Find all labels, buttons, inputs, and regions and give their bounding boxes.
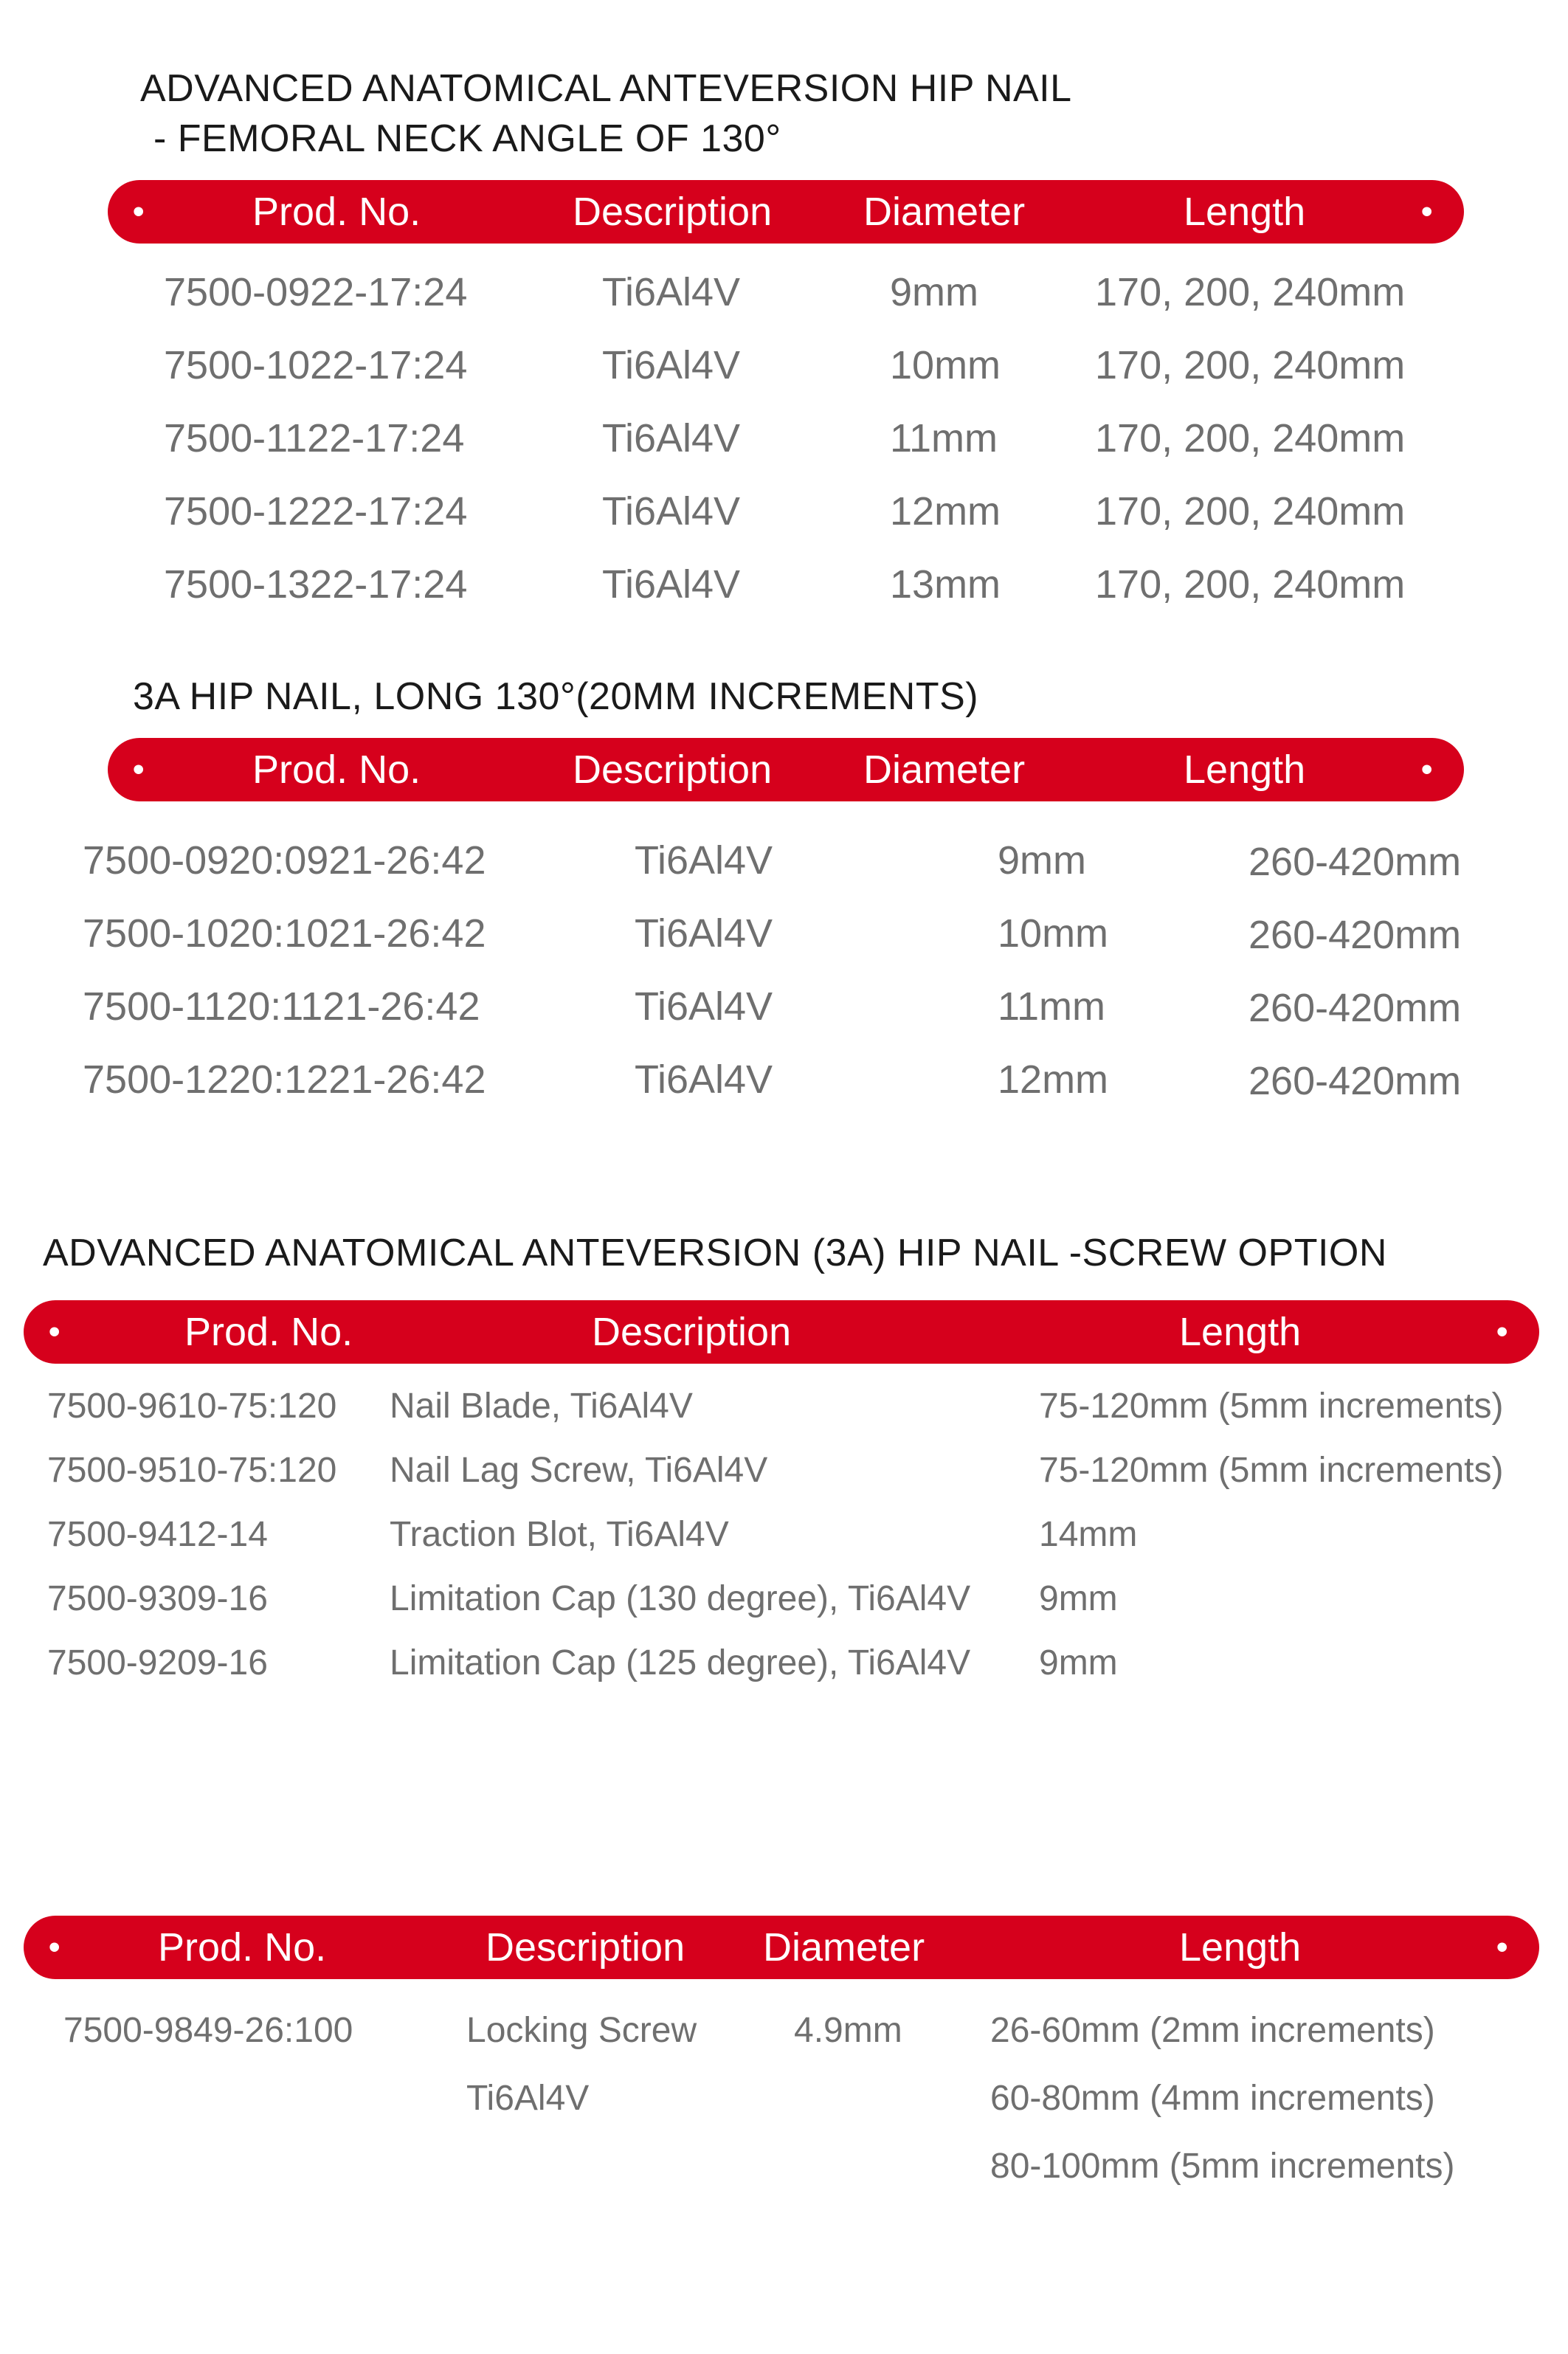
table-cell-length: 9mm (1039, 1643, 1118, 1682)
section2-title: 3A HIP NAIL, LONG 130°(20MM INCREMENTS) (133, 675, 979, 718)
table-cell-description: Limitation Cap (125 degree), Ti6Al4V (390, 1643, 971, 1682)
table-cell-description: Ti6Al4V (466, 2079, 590, 2118)
bullet-icon: • (133, 751, 145, 787)
table-cell-length: 170, 200, 240mm (1095, 489, 1406, 534)
table-cell-description: Limitation Cap (130 degree), Ti6Al4V (390, 1579, 971, 1618)
bullet-icon: • (49, 1929, 61, 1965)
header-prod-no: Prod. No. (184, 1310, 353, 1354)
table-cell-description: Locking Screw (466, 2011, 697, 2050)
table-cell-prod-no: 7500-1220:1221-26:42 (83, 1057, 486, 1102)
section2-header-bar (108, 738, 1464, 801)
table-cell-prod-no: 7500-9412-14 (47, 1515, 268, 1554)
table-cell-length: 75-120mm (5mm increments) (1039, 1451, 1504, 1490)
table-cell-length: 170, 200, 240mm (1095, 562, 1406, 607)
table-cell-description: Ti6Al4V (602, 562, 741, 607)
table-cell-length: 260-420mm (1248, 1059, 1462, 1103)
table-cell-description: Ti6Al4V (602, 343, 741, 387)
table-cell-diameter: 9mm (890, 270, 978, 314)
header-diameter: Diameter (763, 1925, 925, 1970)
bullet-icon: • (1496, 1929, 1508, 1965)
table-cell-diameter: 9mm (998, 838, 1086, 883)
table-cell-description: Ti6Al4V (635, 1057, 773, 1102)
table-cell-prod-no: 7500-9849-26:100 (63, 2011, 353, 2050)
table-cell-description: Ti6Al4V (602, 416, 741, 460)
header-prod-no: Prod. No. (252, 748, 421, 792)
table-cell-prod-no: 7500-9209-16 (47, 1643, 268, 1682)
table-cell-length: 260-420mm (1248, 913, 1462, 957)
table-cell-diameter: 4.9mm (794, 2011, 902, 2050)
header-description: Description (486, 1925, 685, 1970)
table-cell-length: 60-80mm (4mm increments) (990, 2079, 1435, 2118)
header-diameter: Diameter (863, 748, 1026, 792)
table-cell-prod-no: 7500-1122-17:24 (164, 416, 465, 460)
table-cell-length: 9mm (1039, 1579, 1118, 1618)
header-length: Length (1179, 1310, 1302, 1354)
header-length: Length (1184, 748, 1306, 792)
table-cell-prod-no: 7500-0920:0921-26:42 (83, 838, 486, 883)
section3-header-bar (24, 1300, 1539, 1364)
table-cell-length: 75-120mm (5mm increments) (1039, 1387, 1504, 1426)
table-cell-length: 26-60mm (2mm increments) (990, 2011, 1435, 2050)
table-cell-length: 80-100mm (5mm increments) (990, 2147, 1455, 2186)
table-cell-length: 260-420mm (1248, 840, 1462, 884)
table-cell-prod-no: 7500-1120:1121-26:42 (83, 984, 480, 1029)
table-cell-description: Ti6Al4V (635, 911, 773, 956)
section1-header-bar (108, 180, 1464, 244)
table-cell-description: Ti6Al4V (602, 270, 741, 314)
table-cell-description: Ti6Al4V (635, 838, 773, 883)
table-cell-diameter: 12mm (998, 1057, 1109, 1102)
table-cell-diameter: 10mm (998, 911, 1109, 956)
table-cell-description: Nail Lag Screw, Ti6Al4V (390, 1451, 768, 1490)
table-cell-prod-no: 7500-9610-75:120 (47, 1387, 337, 1426)
header-prod-no: Prod. No. (252, 190, 421, 234)
table-cell-description: Ti6Al4V (635, 984, 773, 1029)
table-cell-prod-no: 7500-1222-17:24 (164, 489, 468, 534)
section4-header-bar (24, 1916, 1539, 1979)
table-cell-prod-no: 7500-0922-17:24 (164, 270, 468, 314)
table-cell-diameter: 12mm (890, 489, 1001, 534)
table-cell-description: Nail Blade, Ti6Al4V (390, 1387, 693, 1426)
table-cell-description: Traction Blot, Ti6Al4V (390, 1515, 729, 1554)
table-cell-length: 260-420mm (1248, 986, 1462, 1030)
table-cell-description: Ti6Al4V (602, 489, 741, 534)
bullet-icon: • (49, 1314, 61, 1350)
header-length: Length (1184, 190, 1306, 234)
header-description: Description (592, 1310, 792, 1354)
table-cell-diameter: 11mm (998, 984, 1106, 1029)
table-cell-diameter: 13mm (890, 562, 1001, 607)
table-cell-length: 14mm (1039, 1515, 1138, 1554)
header-length: Length (1179, 1925, 1302, 1970)
bullet-icon: • (1421, 193, 1433, 229)
header-description: Description (573, 190, 773, 234)
table-cell-prod-no: 7500-1022-17:24 (164, 343, 468, 387)
table-cell-length: 170, 200, 240mm (1095, 343, 1406, 387)
header-description: Description (573, 748, 773, 792)
table-cell-prod-no: 7500-1322-17:24 (164, 562, 468, 607)
bullet-icon: • (1496, 1314, 1508, 1350)
header-diameter: Diameter (863, 190, 1026, 234)
bullet-icon: • (1421, 751, 1433, 787)
table-cell-diameter: 10mm (890, 343, 1001, 387)
section1-title-line1: ADVANCED ANATOMICAL ANTEVERSION HIP NAIL (140, 67, 1072, 110)
table-cell-length: 170, 200, 240mm (1095, 416, 1406, 460)
table-cell-prod-no: 7500-9309-16 (47, 1579, 268, 1618)
header-prod-no: Prod. No. (158, 1925, 327, 1970)
table-cell-length: 170, 200, 240mm (1095, 270, 1406, 314)
table-cell-prod-no: 7500-1020:1021-26:42 (83, 911, 486, 956)
bullet-icon: • (133, 193, 145, 229)
section3-title: ADVANCED ANATOMICAL ANTEVERSION (3A) HIP NAIL -SCREW OPTION (43, 1232, 1387, 1274)
table-cell-prod-no: 7500-9510-75:120 (47, 1451, 337, 1490)
table-cell-diameter: 11mm (890, 416, 998, 460)
section1-title-line2: - FEMORAL NECK ANGLE OF 130° (153, 117, 781, 160)
